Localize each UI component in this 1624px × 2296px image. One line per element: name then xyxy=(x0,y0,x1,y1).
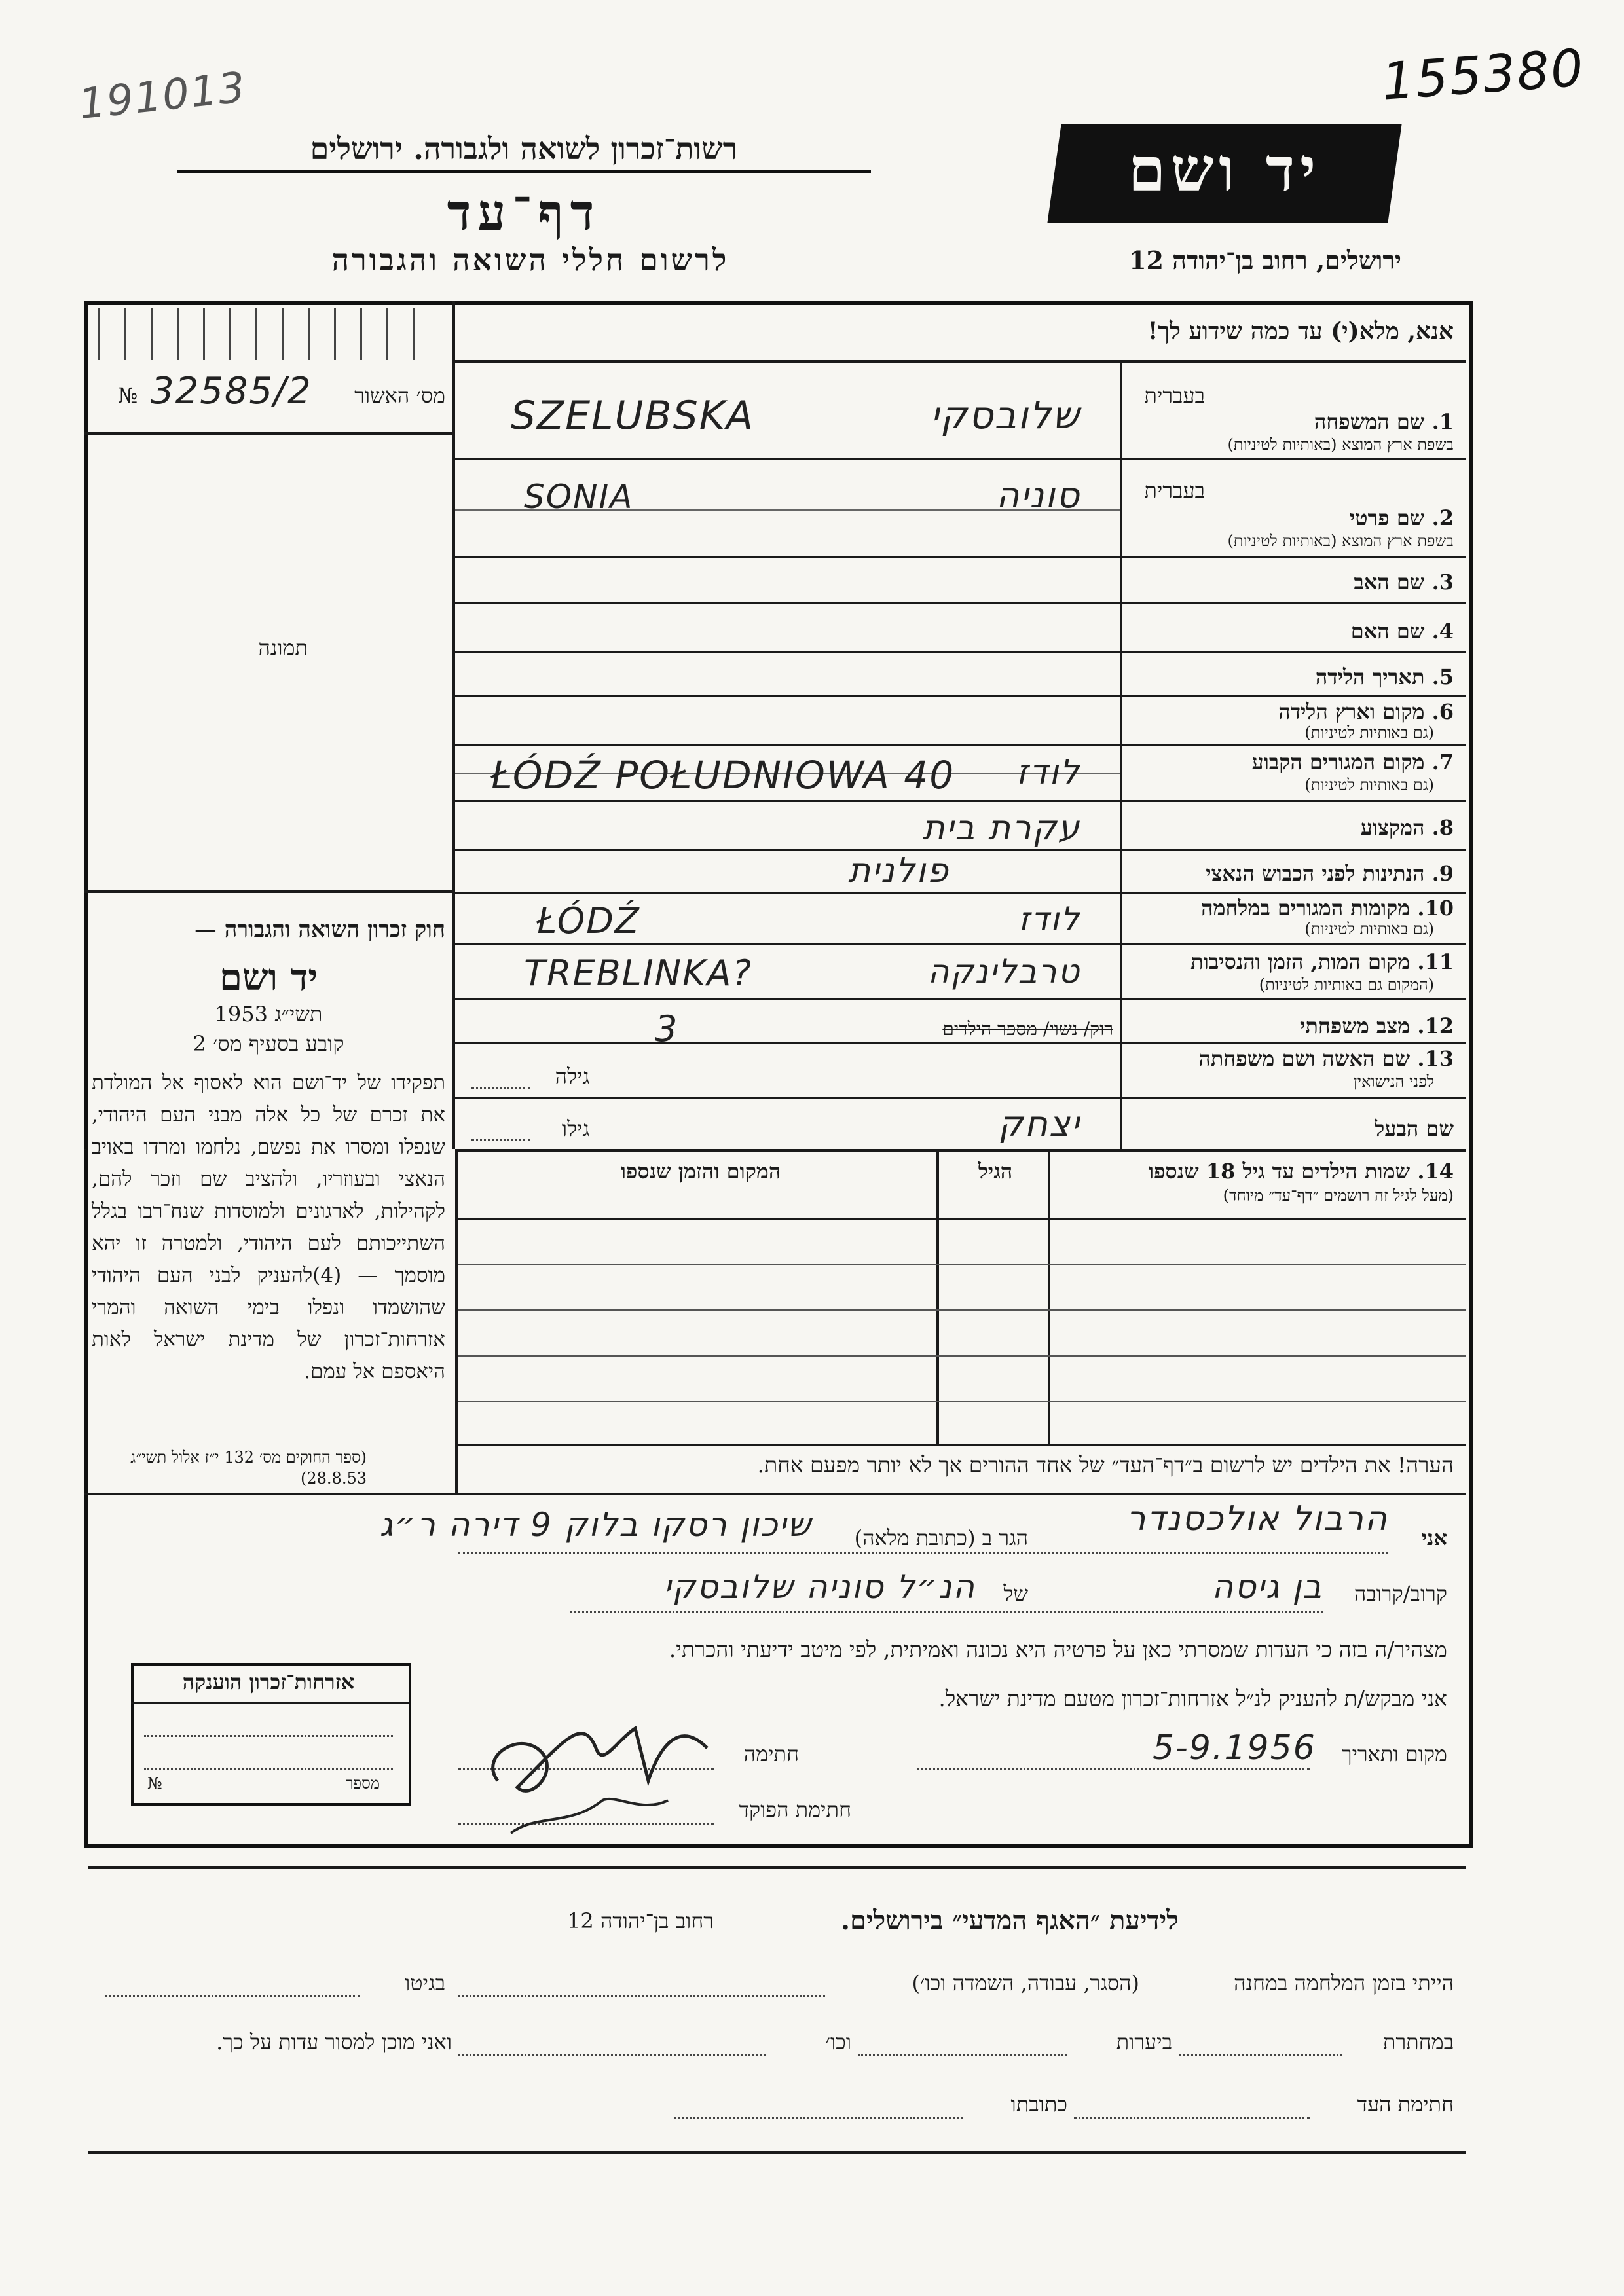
relation-label: קרוב/קרובה xyxy=(1354,1581,1447,1606)
field-9-num: 9. xyxy=(1431,861,1454,886)
field-2-latin: SONIA xyxy=(524,478,634,516)
request: אני מבקש/ת להעניק לנ״ל אזרחות־זכרון מטעם מדינת ישראל. xyxy=(938,1686,1447,1711)
field-9-value: פולנית xyxy=(848,851,950,890)
field-14-label-text: שמות הילדים עד גיל 18 שנספו xyxy=(1148,1159,1411,1184)
field-6-num: 6. xyxy=(1431,699,1454,724)
signature-scribble xyxy=(471,1702,747,1846)
law-text: תפקידו של יד־ושם הוא לאסוף אל המולדת את זכרם של כל אלה מבני העם היהודי, שנפלו ומסרו את נפשם, נלחמו ומרדו באויב הנאצי ובעוזריו, ולהציב שם וזכר להם, לקהילות, לארגונים ולמוסדות שנח־רבו בגלל השתייכותם לעם היהודי, ולמטרה זו יהא מוסמך — (4)להעניק לבני העם היהודי שהושמדו ונפלו בימי השואה והמרי אזרחות־זכרון של מדינת ישראל לאות היאספם אל עמם. xyxy=(92,1071,445,1383)
field-1-label xyxy=(1133,409,1454,434)
field-9-label xyxy=(1133,861,1454,886)
approval-label: מס׳ האשור xyxy=(354,383,445,408)
field-11-num: 11. xyxy=(1417,949,1454,974)
field-12-label xyxy=(1133,1013,1454,1038)
declarant-address: שיכון רסקו בלוק 9 דירה ר״ג xyxy=(379,1506,812,1544)
field-7-latin: ŁÓDŹ POŁUDNIOWA 40 xyxy=(491,753,955,797)
field-4-num: 4. xyxy=(1431,619,1454,644)
law-clause: קובע בסעיף מס׳ 2 xyxy=(193,1031,344,1056)
field-7-label-text: מקום המגורים הקבוע xyxy=(1251,750,1425,774)
field-4-label-text: שם האם xyxy=(1350,619,1425,644)
declaration: מצהיר/ה בזה כי העדות שמסרתי כאן על פרטיה היא נכונה ואמיתית, לפי מיטב ידיעתי והכרתי. xyxy=(669,1637,1447,1662)
field-10-label xyxy=(1133,896,1454,920)
law-reference: (ספר החוקים מס׳ 132 י״ז אלול תשי״ג 28.8.53) xyxy=(130,1448,367,1487)
field-13-label-text: שם האשה ושם משפחתה xyxy=(1198,1046,1411,1071)
field-10-hebrew: לודז xyxy=(1018,900,1080,938)
field-6-label xyxy=(1133,699,1454,724)
field-7-sub: (גם באותיות לטיניות) xyxy=(1304,776,1434,794)
field-12-value: 3 xyxy=(655,1008,679,1049)
perforation-marks xyxy=(98,308,439,360)
field-8-num: 8. xyxy=(1431,815,1454,840)
field-11-hebrew: טרבלינקה xyxy=(927,953,1080,991)
field-11-label xyxy=(1133,949,1454,974)
header-authority: רשות־זכרון לשואה ולגבורה. ירושלים xyxy=(177,131,871,173)
declarant-name: הרבול אולכסנדר xyxy=(1126,1499,1388,1539)
officer-label: חתימת הפוקד xyxy=(739,1797,851,1822)
field-2-label xyxy=(1133,505,1454,530)
field-14-sub: (מעל לגיל זה רושמים ״דף־עד״ מיוחד) xyxy=(1223,1186,1454,1205)
field-8-label-text: המקצוע xyxy=(1360,815,1425,840)
field-1-latin: SZELUBSKA xyxy=(511,393,755,439)
footer-line2-b: ביערות xyxy=(1116,2030,1172,2054)
field-1-num: 1. xyxy=(1431,409,1454,434)
husband-value: יצחק xyxy=(998,1103,1080,1144)
field-13-label xyxy=(1133,1046,1454,1071)
field-5-label-text: תאריך הלידה xyxy=(1315,665,1425,689)
footer-line2-a: במחתרת xyxy=(1382,2030,1454,2054)
field-2-num: 2. xyxy=(1431,505,1454,530)
husband-age-label: גילו xyxy=(561,1116,589,1141)
field-6-label-text: מקום וארץ הלידה xyxy=(1278,699,1425,724)
field-9-label-text: הנתינות לפני הכבוש הנאצי xyxy=(1206,861,1425,886)
declarant-i-label: אני xyxy=(1421,1525,1447,1550)
yad-vashem-logo-text: יד ושם xyxy=(1128,134,1321,205)
field-10-sub: (גם באותיות לטיניות) xyxy=(1304,920,1434,938)
approval-no-sign: № xyxy=(118,383,138,408)
place-date-value: 5-9.1956 xyxy=(1153,1728,1316,1768)
field-4-label xyxy=(1133,619,1454,644)
archive-number: 155380 xyxy=(1380,39,1587,112)
field-1-sub: בשפת ארץ המוצא (באותיות לטיניות) xyxy=(1227,435,1454,454)
field-1-hebrew-tag: בעברית xyxy=(1144,383,1205,408)
of-value: הנ״ל סוניה שלובסקי xyxy=(663,1568,976,1606)
field-13-age-label: גילה xyxy=(555,1064,589,1089)
field-11-latin: TREBLINKA? xyxy=(524,953,753,994)
field-8-label xyxy=(1133,815,1454,840)
approval-number: 32585/2 xyxy=(151,370,312,412)
field-5-num: 5. xyxy=(1431,665,1454,689)
relation-value: בן גיסה xyxy=(1211,1568,1323,1606)
header-address: ירושלים, רחוב בן־יהודה 12 xyxy=(1129,246,1401,275)
field-3-label xyxy=(1133,570,1454,594)
citizenship-no-sign: № xyxy=(147,1774,162,1793)
field-3-label-text: שם האב xyxy=(1354,570,1425,594)
field-13-num: 13. xyxy=(1417,1046,1454,1071)
citizenship-title: אזרחות־זכרון הוענקה xyxy=(182,1669,355,1694)
footer-line3-a: חתימת העד xyxy=(1357,2092,1454,2117)
footer-line1-b: (הסגר, עבודה, השמדה וכו׳) xyxy=(912,1971,1139,1995)
footer-address: רחוב בן־יהודה 12 xyxy=(567,1908,714,1933)
children-col-age: הגיל xyxy=(978,1159,1013,1184)
field-2-hebrew: סוניה xyxy=(996,475,1080,516)
header-subtitle: לרשום חללי השואה והגבורה xyxy=(331,242,729,278)
field-6-sub: (גם באותיות לטיניות) xyxy=(1304,723,1434,742)
footer-line2-d: ואני מוכן למסור עדות על כך. xyxy=(216,2030,452,2054)
field-7-hebrew: לודז xyxy=(1016,753,1080,792)
header-title: דף־עד xyxy=(447,183,601,242)
footer-line1-a: הייתי בזמן המלחמה במחנה xyxy=(1234,1971,1454,1995)
field-14-num: 14. xyxy=(1417,1159,1454,1184)
law-year: תשי״ג 1953 xyxy=(214,1002,323,1027)
field-2-label-text: שם פרטי xyxy=(1349,505,1425,530)
field-1-label-text: שם המשפחה xyxy=(1314,409,1425,434)
field-2-sub: בשפת ארץ המוצא (באותיות לטיניות) xyxy=(1227,532,1454,550)
field-12-options: רוק/ נשוי/ מספר הילדים xyxy=(942,1018,1113,1040)
children-col-place: המקום והזמן שנספו xyxy=(620,1159,781,1184)
field-10-latin: ŁÓDŹ xyxy=(537,900,640,941)
law-title: חוק זכרון השואה והגבורה — xyxy=(194,917,445,943)
instruction: אנא, מלא(י) עד כמה שידוע לך! xyxy=(1147,318,1454,345)
declarant-resides: הגר ב (כתובת מלאה) xyxy=(854,1525,1028,1550)
note: הערה! את הילדים יש לרשום ב״דף־העד״ של אחד ההורים אך לא יותר מפעם אחת. xyxy=(757,1452,1454,1478)
field-3-num: 3. xyxy=(1431,570,1454,594)
field-7-num: 7. xyxy=(1431,750,1454,774)
law-logo: יד ושם xyxy=(219,956,318,999)
footer-line1-c: בגיטו xyxy=(405,1971,445,1995)
field-11-label-text: מקום המות, הזמן והנסיבות xyxy=(1190,949,1411,974)
field-1-hebrew: שלובסקי xyxy=(930,393,1080,437)
field-12-label-text: מצב משפחתי xyxy=(1300,1013,1411,1038)
field-2-hebrew-tag: בעברית xyxy=(1144,478,1205,503)
field-5-label xyxy=(1133,665,1454,689)
photo-label: תמונה xyxy=(258,635,308,660)
signature-label: חתימה xyxy=(743,1741,799,1766)
field-7-label xyxy=(1133,750,1454,774)
husband-label: שם הבעל xyxy=(1375,1116,1454,1141)
citizenship-number-label: מספר xyxy=(345,1774,380,1793)
footer-line3-b: כתובתו xyxy=(1010,2092,1067,2117)
field-13-sub: לפני הנישואין xyxy=(1353,1072,1434,1091)
of-label: של xyxy=(1003,1581,1028,1606)
field-14-label xyxy=(1048,1159,1454,1184)
place-date-label: מקום ותאריך xyxy=(1341,1741,1447,1766)
footer-line2-c: וכו׳ xyxy=(825,2030,851,2054)
field-10-label-text: מקומות המגורים במלחמה xyxy=(1201,896,1411,920)
field-8-value: עקרת בית xyxy=(922,809,1080,848)
field-12-num: 12. xyxy=(1417,1013,1454,1038)
field-11-sub: (המקום גם באותיות לטיניות) xyxy=(1259,975,1434,994)
top-stamp: 191013 xyxy=(76,63,249,130)
field-10-num: 10. xyxy=(1417,896,1454,920)
footer-title: לידיעת ״האגף המדעי״ בירושלים. xyxy=(841,1905,1179,1936)
